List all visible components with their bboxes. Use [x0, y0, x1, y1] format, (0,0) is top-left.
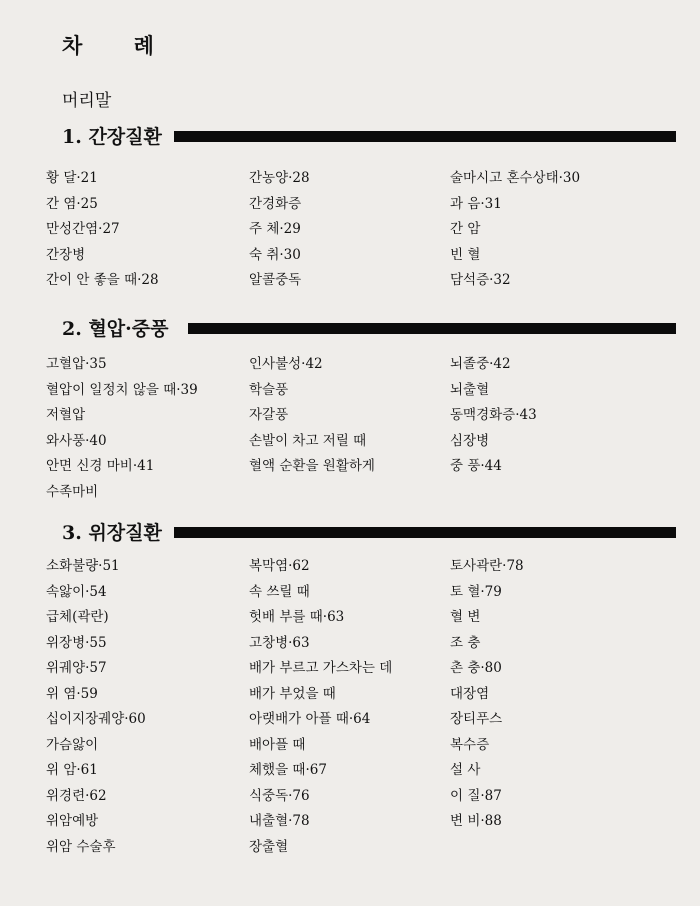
entry-column-2 [249, 166, 310, 294]
toc-entry[interactable]: 십이지장궤양·60 [46, 711, 146, 727]
toc-entry[interactable]: 혈액 순환을 원활하게 [249, 458, 375, 474]
toc-entry[interactable]: 주 체·29 [249, 221, 301, 237]
toc-entry[interactable]: 안면 신경 마비·41 [46, 458, 155, 474]
entry-column-3 [450, 352, 537, 480]
section-liver [40, 122, 680, 288]
section-divider-bar [174, 527, 676, 538]
toc-entry[interactable]: 자갈풍 [249, 407, 289, 423]
toc-entry[interactable]: 복막염·62 [249, 558, 310, 574]
toc-entry[interactable]: 고창병·63 [249, 634, 310, 651]
toc-entry[interactable]: 장티푸스 [450, 711, 503, 727]
toc-entry[interactable]: 헛배 부를 때·63 [249, 609, 345, 625]
toc-entry[interactable]: 위 염·59 [46, 685, 98, 702]
entry-column-3 [450, 554, 524, 835]
entry-column-2 [249, 352, 375, 480]
toc-entry[interactable]: 위장병·55 [46, 634, 107, 651]
toc-entry[interactable]: 과 음·31 [450, 195, 502, 212]
toc-entry[interactable]: 위경련·62 [46, 787, 107, 804]
toc-entry[interactable]: 아랫배가 아플 때·64 [249, 711, 371, 727]
toc-entry[interactable]: 고혈압·35 [46, 356, 107, 372]
toc-entry[interactable]: 촌 충·80 [450, 660, 502, 676]
section-header [40, 314, 680, 344]
toc-entry[interactable]: 간 염·25 [46, 195, 98, 212]
toc-entry[interactable]: 복수증 [450, 736, 490, 753]
toc-entry[interactable]: 빈 혈 [450, 246, 481, 263]
toc-entry[interactable]: 중 풍·44 [450, 458, 502, 474]
toc-entry[interactable]: 술마시고 혼수상태·30 [450, 170, 581, 186]
toc-entry[interactable]: 황 달·21 [46, 170, 98, 186]
toc-entry[interactable]: 배가 부르고 가스차는 데 [249, 660, 393, 676]
toc-entry[interactable]: 간이 안 좋을 때·28 [46, 272, 159, 288]
toc-entry[interactable]: 숙 취·30 [249, 246, 301, 263]
toc-entry[interactable]: 이 질·87 [450, 787, 502, 804]
toc-entry[interactable]: 심장병 [450, 432, 490, 449]
toc-entry[interactable]: 와사풍·40 [46, 432, 107, 449]
toc-entry[interactable]: 담석증·32 [450, 272, 511, 288]
section-title: 3. 위장질환 [62, 522, 162, 544]
page-title: 차 례 [62, 33, 176, 58]
toc-entry[interactable]: 위 암·61 [46, 762, 98, 778]
section-header [40, 518, 680, 548]
toc-entry[interactable]: 만성간염·27 [46, 221, 120, 237]
entry-column-3 [450, 166, 580, 294]
toc-entry[interactable]: 체했을 때·67 [249, 762, 327, 778]
toc-entry[interactable]: 알콜중독 [249, 272, 302, 288]
toc-entry[interactable]: 간농양·28 [249, 170, 310, 186]
toc-entry[interactable]: 급체(곽란) [46, 609, 109, 625]
toc-entry[interactable]: 위암 수술후 [46, 838, 116, 855]
section-digestive [40, 518, 680, 855]
toc-entry[interactable]: 토사곽란·78 [450, 558, 524, 574]
toc-entry[interactable]: 소화불량·51 [46, 558, 120, 574]
toc-entry[interactable]: 동맥경화증·43 [450, 407, 537, 423]
section-divider-bar [174, 131, 676, 142]
toc-entry[interactable]: 손발이 차고 저릴 때 [249, 432, 367, 449]
toc-entry[interactable]: 저혈압 [46, 407, 86, 423]
toc-entry[interactable]: 대장염 [450, 685, 490, 702]
toc-entry[interactable]: 혈 변 [450, 609, 481, 625]
toc-entry[interactable]: 장출혈 [249, 838, 289, 855]
toc-entry[interactable]: 혈압이 일정치 않을 때·39 [46, 381, 198, 398]
toc-entry[interactable]: 변 비·88 [450, 813, 502, 829]
section-blood-pressure [40, 314, 680, 500]
toc-entry[interactable]: 간경화증 [249, 195, 302, 212]
section-header [40, 122, 680, 152]
toc-entry[interactable]: 배아플 때 [249, 736, 306, 753]
toc-entry[interactable]: 학슬풍 [249, 381, 289, 398]
entry-column-1 [46, 554, 146, 860]
toc-entry[interactable]: 뇌출혈 [450, 381, 490, 398]
entry-column-1 [46, 352, 198, 505]
preface-label: 머리말 [62, 91, 112, 111]
toc-entry[interactable]: 뇌졸중·42 [450, 356, 511, 372]
toc-entry[interactable]: 인사불성·42 [249, 356, 323, 372]
toc-entry[interactable]: 조 충 [450, 634, 481, 651]
section-title: 2. 혈압·중풍 [62, 318, 169, 340]
toc-entry[interactable]: 내출혈·78 [249, 813, 310, 829]
toc-entry[interactable]: 설 사 [450, 762, 481, 778]
toc-entry[interactable]: 속 쓰릴 때 [249, 583, 310, 600]
toc-entry[interactable]: 수족마비 [46, 483, 99, 500]
toc-entry[interactable]: 식중독·76 [249, 787, 310, 804]
toc-entry[interactable]: 가슴앓이 [46, 736, 99, 753]
toc-entry[interactable]: 위궤양·57 [46, 660, 107, 676]
section-divider-bar [188, 323, 676, 334]
entry-column-2 [249, 554, 392, 860]
toc-entry[interactable]: 간 암 [450, 221, 481, 237]
toc-entry[interactable]: 간장병 [46, 246, 86, 263]
section-title: 1. 간장질환 [62, 126, 162, 148]
entry-column-1 [46, 166, 159, 294]
toc-entry[interactable]: 위암예방 [46, 813, 99, 829]
toc-entry[interactable]: 토 혈·79 [450, 583, 502, 600]
toc-entry[interactable]: 배가 부었을 때 [249, 685, 336, 702]
toc-entry[interactable]: 속앓이·54 [46, 583, 107, 600]
